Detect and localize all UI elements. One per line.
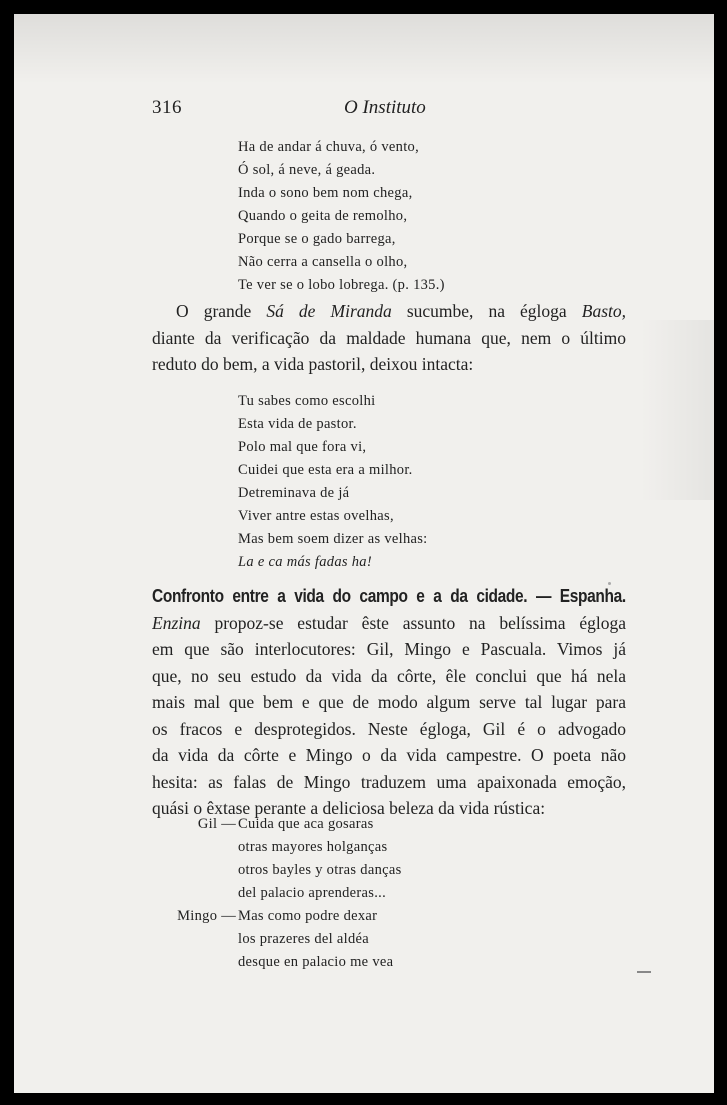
verse-line: Inda o sono bem nom chega,	[238, 185, 413, 201]
dialogue-row	[152, 951, 452, 974]
speaker-label: Gil —	[197, 816, 236, 832]
dialogue-row	[152, 905, 452, 928]
journal-title: O Instituto	[344, 97, 426, 118]
verse-line: Esta vida de pastor.	[238, 416, 357, 432]
work-title: Basto,	[581, 301, 626, 321]
paragraph-line: da vida da côrte e Mingo o da vida campestre. O poeta não	[152, 745, 626, 765]
speaker-label: Mingo —	[177, 908, 236, 924]
dialogue-row	[152, 859, 452, 882]
dialogue-quote	[152, 813, 452, 974]
text-run: propoz-se estudar êste assunto na belíssima égloga	[200, 612, 626, 633]
dialogue-text: del palacio aprenderas...	[238, 885, 386, 901]
verse-line: Te ver se o lobo lobrega. (p. 135.)	[238, 277, 445, 293]
paragraph-line: quási o êxtase perante a deliciosa beleza da vida rústica:	[152, 798, 546, 818]
paragraph-line: em que são interlocutores: Gil, Mingo e Pascuala. Vimos já	[152, 639, 626, 659]
paragraph-line: hesita: as falas de Mingo traduzem uma apaixonada emoção,	[152, 771, 626, 792]
verse-line: Cuidei que esta era a milhor.	[238, 462, 413, 478]
verse-line: La e ca más fadas ha!	[238, 554, 372, 570]
dialogue-text: Cuida que aca gosaras	[238, 816, 374, 832]
dialogue-row	[152, 813, 452, 836]
paragraph-line: diante da verificação da maldade humana que, nem o último	[152, 327, 626, 348]
verse-line: Mas bem soem dizer as velhas:	[238, 531, 428, 547]
paragraph-line	[152, 610, 626, 637]
paragraph-sa-de-miranda	[152, 298, 626, 378]
dialogue-row	[152, 882, 452, 905]
verse-line: Viver antre estas ovelhas,	[238, 508, 394, 524]
scan-speck	[608, 582, 611, 585]
section-heading: Confronto entre a vida do campo e a da cidade. — Espanha.	[152, 586, 626, 606]
paragraph-line	[152, 298, 626, 325]
verse-quote-2	[238, 390, 428, 574]
author-name: Enzina	[152, 612, 201, 633]
dialogue-row	[152, 836, 452, 859]
text-run: sucumbe, na égloga	[391, 301, 582, 321]
verse-line: Polo mal que fora vi,	[238, 439, 367, 455]
author-name: Sá de Miranda	[266, 301, 392, 321]
scan-speck	[637, 971, 651, 973]
dialogue-text: los prazeres del aldéa	[238, 931, 369, 947]
paragraph-line: reduto do bem, a vida pastoril, deixou intacta:	[152, 354, 474, 374]
text-run: O grande	[176, 301, 267, 321]
verse-line: Porque se o gado barrega,	[238, 231, 396, 247]
dialogue-text: Mas como podre dexar	[238, 908, 378, 924]
paragraph-line: mais mal que bem e que de modo algum serve tal lugar para	[152, 692, 626, 712]
verse-line: Tu sabes como escolhi	[238, 393, 376, 409]
page-number: 316	[152, 97, 182, 118]
section-confronto	[152, 583, 626, 822]
verse-line: Quando o geita de remolho,	[238, 208, 408, 224]
dialogue-text: otras mayores holganças	[238, 839, 388, 855]
verse-line: Ó sol, á neve, á geada.	[238, 162, 376, 178]
dialogue-text: otros bayles y otras danças	[238, 862, 402, 878]
paragraph-line: que, no seu estudo da vida da côrte, êle conclui que há nela	[152, 665, 626, 686]
dialogue-row	[152, 928, 452, 951]
book-page	[14, 14, 714, 1093]
dialogue-text: desque en palacio me vea	[238, 954, 394, 970]
verse-line: Detreminava de já	[238, 485, 350, 501]
verse-quote-1	[238, 136, 445, 297]
verse-line: Não cerra a cansella o olho,	[238, 254, 408, 270]
verse-line: Ha de andar á chuva, ó vento,	[238, 139, 420, 155]
paragraph-line: os fracos e desprotegidos. Neste égloga, Gil é o advogado	[152, 718, 626, 739]
